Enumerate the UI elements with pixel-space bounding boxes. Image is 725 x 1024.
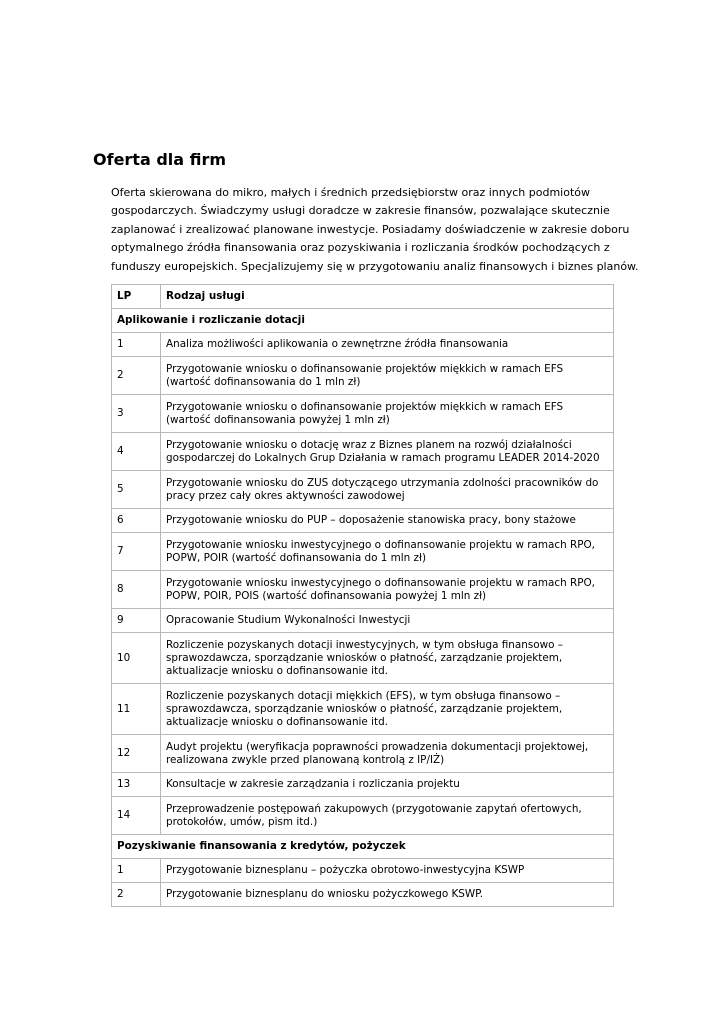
row-lp: 11 xyxy=(112,684,161,735)
row-service: Przygotowanie wniosku do PUP – doposażenie stanowiska pracy, bony stażowe xyxy=(161,509,614,533)
row-lp: 8 xyxy=(112,571,161,609)
section-title: Pozyskiwanie finansowania z kredytów, pożyczek xyxy=(112,835,614,859)
row-lp: 1 xyxy=(112,333,161,357)
row-service: Przygotowanie wniosku do ZUS dotyczącego utrzymania zdolności pracowników do pracy przez cały okres aktywności zawodowej xyxy=(161,471,614,509)
row-lp: 6 xyxy=(112,509,161,533)
services-table xyxy=(111,284,614,907)
table-row xyxy=(112,684,614,735)
row-service: Przygotowanie wniosku o dofinansowanie projektów miękkich w ramach EFS (wartość dofinansowania powyżej 1 mln zł) xyxy=(161,395,614,433)
row-lp: 13 xyxy=(112,773,161,797)
table-row xyxy=(112,433,614,471)
table-row xyxy=(112,509,614,533)
table-row xyxy=(112,773,614,797)
table-row xyxy=(112,609,614,633)
table-row xyxy=(112,883,614,907)
intro-paragraph: Oferta skierowana do mikro, małych i średnich przedsiębiorstw oraz innych podmiotów gospodarczych. Świadczymy usługi doradcze w zakresie finansów, pozwalające skutecznie zaplanować i zrealizować planowane inwestycje. Posiadamy doświadczenie w zakresie doboru optymalnego źródła finansowania oraz pozyskiwania i rozliczania środków pochodzących z funduszy europejskich. Specjalizujemy się w przygotowaniu analiz finansowych i biznes planów. xyxy=(111,186,639,273)
row-service: Przygotowanie biznesplanu – pożyczka obrotowo-inwestycyjna KSWP xyxy=(161,859,614,883)
row-lp: 3 xyxy=(112,395,161,433)
section-title: Aplikowanie i rozliczanie dotacji xyxy=(112,309,614,333)
row-lp: 9 xyxy=(112,609,161,633)
row-lp: 4 xyxy=(112,433,161,471)
row-service: Konsultacje w zakresie zarządzania i rozliczania projektu xyxy=(161,773,614,797)
row-lp: 2 xyxy=(112,883,161,907)
row-service: Przeprowadzenie postępowań zakupowych (przygotowanie zapytań ofertowych, protokołów, umów, pism itd.) xyxy=(161,797,614,835)
table-row xyxy=(112,571,614,609)
row-service: Przygotowanie biznesplanu do wniosku pożyczkowego KSWP. xyxy=(161,883,614,907)
row-lp: 5 xyxy=(112,471,161,509)
row-service: Audyt projektu (weryfikacja poprawności prowadzenia dokumentacji projektowej, realizowana zwykle przed planowaną kontrolą z IP/IŻ) xyxy=(161,735,614,773)
table-row xyxy=(112,471,614,509)
table-row xyxy=(112,797,614,835)
row-lp: 10 xyxy=(112,633,161,684)
row-service: Rozliczenie pozyskanych dotacji miękkich (EFS), w tym obsługa finansowo – sprawozdawcza, sporządzanie wniosków o płatność, zarządzanie projektem, aktualizacje wniosku o dofinansowanie itd. xyxy=(161,684,614,735)
row-lp: 2 xyxy=(112,357,161,395)
row-service: Analiza możliwości aplikowania o zewnętrzne źródła finansowania xyxy=(161,333,614,357)
row-service: Przygotowanie wniosku inwestycyjnego o dofinansowanie projektu w ramach RPO, POPW, POIR, POIS (wartość dofinansowania powyżej 1 mln zł) xyxy=(161,571,614,609)
row-lp: 1 xyxy=(112,859,161,883)
table-row xyxy=(112,633,614,684)
table-row xyxy=(112,357,614,395)
page-title: Oferta dla firm xyxy=(93,150,227,169)
table-row xyxy=(112,735,614,773)
table-row xyxy=(112,533,614,571)
table-row xyxy=(112,333,614,357)
table-row xyxy=(112,859,614,883)
row-service: Przygotowanie wniosku o dofinansowanie projektów miękkich w ramach EFS (wartość dofinansowania do 1 mln zł) xyxy=(161,357,614,395)
row-lp: 14 xyxy=(112,797,161,835)
row-service: Przygotowanie wniosku o dotację wraz z Biznes planem na rozwój działalności gospodarczej do Lokalnych Grup Działania w ramach programu LEADER 2014-2020 xyxy=(161,433,614,471)
row-lp: 12 xyxy=(112,735,161,773)
row-service: Przygotowanie wniosku inwestycyjnego o dofinansowanie projektu w ramach RPO, POPW, POIR (wartość dofinansowania do 1 mln zł) xyxy=(161,533,614,571)
header-service: Rodzaj usługi xyxy=(161,285,614,309)
row-service: Opracowanie Studium Wykonalności Inwestycji xyxy=(161,609,614,633)
row-service: Rozliczenie pozyskanych dotacji inwestycyjnych, w tym obsługa finansowo – sprawozdawcza, sporządzanie wniosków o płatność, zarządzanie projektem, aktualizacje wniosku o dofinansowanie itd. xyxy=(161,633,614,684)
table-row xyxy=(112,395,614,433)
header-lp: LP xyxy=(112,285,161,309)
row-lp: 7 xyxy=(112,533,161,571)
